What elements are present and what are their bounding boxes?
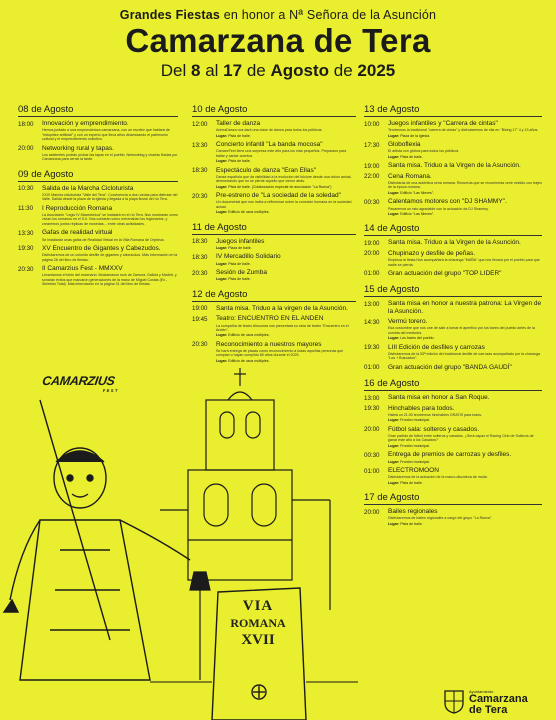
event-name: Espectáculo de danza "Eran Ellas" (216, 166, 317, 174)
place-label: Lugar: (388, 133, 400, 138)
event-body (388, 141, 542, 159)
event-item (364, 364, 542, 372)
coat-of-arms-icon (442, 688, 466, 714)
place-label: Lugar: (388, 521, 400, 526)
event-time: 00:30 (364, 198, 380, 206)
camarzius-fest-logo (41, 374, 122, 393)
day-block (18, 169, 178, 287)
place-value: Los bares del pueblo. (400, 336, 435, 341)
event-description: Un documental que nos invita a reflexionar sobre la conexión humana en la sociedad actual. (216, 200, 352, 209)
place-value: Edificio de usos múltiples. (228, 210, 270, 215)
event-place (216, 277, 356, 281)
event-place (216, 134, 356, 138)
event-name: Cena Romana. (388, 172, 432, 180)
event-place (388, 522, 542, 526)
event-name: Entrega de premios de carrozas y desfiles. (388, 451, 512, 459)
event-name: Bailes regionales (388, 508, 438, 516)
stone-line-3: XVII (241, 632, 275, 648)
event-time: 01:00 (364, 467, 380, 475)
event-name: Fútbol sala: solteros y casados. (388, 425, 480, 433)
day-block (364, 284, 542, 371)
day-title: 14 de Agosto (364, 223, 542, 236)
event-body (216, 253, 356, 266)
event-item (192, 141, 356, 164)
council-name (469, 689, 528, 716)
place-value: Pista de baile. (228, 261, 251, 266)
place-value: Frontón municipal. (400, 418, 430, 423)
event-body (388, 394, 542, 402)
event-time: 01:00 (364, 270, 380, 278)
schedule-column-1 (18, 104, 178, 294)
place-value: Frontón municipal. (400, 443, 430, 448)
place-value: Plaza de baile. (228, 245, 252, 250)
event-description: Los asistentes podrán probar las tapas en el pueblo. Networking y charlas fluidas por Camarzana para cerrar la tarde. (42, 152, 178, 162)
event-description: El artista con globos para todos los públicos. (388, 149, 460, 154)
event-name: Gafas de realidad virtual (42, 229, 113, 237)
place-label: Lugar: (216, 245, 228, 250)
event-description: Tendremos la tradicional "carrera de cintas" y disfrutaremos de ella en "Bicing 17" 4 y 13 años. (388, 128, 539, 133)
event-place (216, 246, 356, 250)
event-name: Santa misa. Triduo a la Virgen de la Asunción. (388, 162, 521, 170)
date-range (0, 61, 556, 81)
event-body (388, 467, 542, 485)
place-label: Lugar: (388, 459, 400, 464)
event-item (192, 238, 356, 251)
subtitle-light: en honor a Nª Señora de la Asunción (223, 8, 437, 22)
place-label: Lugar: (216, 159, 228, 164)
event-item (364, 120, 542, 138)
event-name: Hinchables para todos. (388, 404, 455, 412)
event-name: Globoflexia (388, 141, 421, 149)
event-item (364, 162, 542, 170)
event-time: 19:30 (364, 344, 380, 352)
event-item (192, 167, 356, 190)
event-name: Juegos infantiles (216, 237, 265, 245)
event-item (192, 120, 356, 138)
event-time: 19:30 (18, 245, 34, 253)
event-time: 20:00 (364, 250, 380, 258)
dates-al: al (205, 61, 219, 80)
event-item (18, 205, 178, 227)
event-time: 11:30 (18, 205, 34, 213)
place-label: Lugar: (388, 154, 400, 159)
event-name: Networking rural y tapas. (42, 144, 114, 152)
event-time: 20:30 (192, 269, 208, 277)
event-item (364, 173, 542, 196)
dates-prefix: Del (160, 61, 187, 80)
event-body (388, 451, 542, 464)
event-name: Santa misa. Triduo a la virgen de la Asunción. (216, 304, 348, 312)
event-time: 13:00 (364, 300, 380, 308)
place-label: Lugar: (388, 336, 400, 341)
event-body (388, 162, 542, 170)
event-place (388, 336, 542, 340)
council-logo (442, 686, 542, 716)
event-name: IV Mercadillo Solidario (216, 253, 281, 261)
event-place (388, 444, 542, 448)
event-time: 19:00 (364, 162, 380, 170)
event-description: Disfrutaremos de bailes regionales a cargo del grupo "La Rueca". (388, 516, 493, 521)
event-body (388, 318, 542, 341)
place-label: Lugar: (388, 418, 400, 423)
place-label: Lugar: (216, 210, 228, 215)
event-place (388, 418, 542, 422)
place-label: Lugar: (388, 443, 400, 448)
page-title: Camarzana de Tera (125, 22, 431, 59)
event-description: La compañía de teatro Almuzara nos presentará su obra de teatro "Encuentro en el Andén". (216, 323, 349, 332)
event-name: Gran actuación del grupo "BANDA GAUDÍ" (388, 363, 512, 371)
stone-line-1: VIA (242, 598, 274, 614)
event-description: Levantamos el telón del escenario: Muslamanos rock de Zamora, Galicia y Madrid, y sonarán éxitos que marcaron generaciones de la mano de Miguel Costas (Ex - Siniestro Total). Más información en la página 31 del libro de fiestas. (42, 273, 177, 287)
day-title: 12 de Agosto (192, 289, 356, 302)
event-item (18, 229, 178, 242)
event-item (18, 265, 178, 287)
event-time: 12:00 (192, 120, 208, 128)
via-romana-stone-text (226, 598, 290, 649)
event-time: 22:00 (364, 173, 380, 181)
council-line-1: Camarzana (469, 693, 528, 705)
event-description: Habrá un 21:30 tendremos hinchables GRATIS para todos. (388, 412, 483, 417)
event-body (216, 269, 356, 282)
event-name: XV Encuentro de Gigantes y Cabezudos. (42, 244, 161, 252)
place-value: Edificio "Las Nieves". (400, 190, 435, 195)
event-name: Santa misa. Triduo a la Virgen de la Asunción. (388, 239, 521, 247)
event-time: 19:45 (192, 315, 208, 323)
event-body (388, 270, 542, 278)
event-time: 18:30 (192, 253, 208, 261)
day-block (364, 223, 542, 277)
event-time: 18:00 (18, 120, 34, 128)
event-time: 17:30 (364, 141, 380, 149)
event-body (388, 198, 542, 216)
event-time: 20:00 (364, 426, 380, 434)
event-body (216, 238, 356, 251)
event-place (388, 134, 542, 138)
event-body (216, 120, 356, 138)
event-body (388, 364, 542, 372)
event-name: ELECTROMOON (388, 467, 439, 474)
event-time: 20:30 (192, 341, 208, 349)
event-body (42, 265, 178, 287)
event-body (42, 185, 178, 202)
event-name: Santa misa en honor a San Roque. (388, 394, 490, 402)
dates-start: 8 (191, 61, 201, 80)
place-value: Pista de baile. (228, 277, 251, 282)
event-item (364, 141, 542, 159)
event-place (216, 333, 356, 337)
event-body (42, 245, 178, 262)
event-item (364, 394, 542, 402)
church-tower-icon (160, 368, 330, 610)
event-description: Disfrutaremos de un colorido desfile de gigantes y cabezudos. Más información en la página 28 del libro de fiestas. (42, 253, 178, 262)
event-time: 18:30 (192, 238, 208, 246)
day-block (364, 492, 542, 526)
event-body (388, 239, 542, 247)
event-item (364, 198, 542, 216)
camarzius-logo-text: CAMARZIUS (41, 374, 116, 388)
event-body (388, 173, 542, 196)
event-body (216, 315, 356, 338)
event-description: Disfrutaremos de la actuación de la macro-discoteca de moda. (388, 475, 488, 480)
event-description: Pasaremos un rato agradable con la actuación de DJ Shammy. (388, 206, 489, 211)
day-title: 08 de Agosto (18, 104, 178, 117)
council-line-2: de Tera (469, 704, 508, 716)
place-label: Lugar: (388, 211, 400, 216)
event-name: Salida de la Marcha Cicloturista (42, 184, 134, 192)
lamp-post-icon (190, 572, 210, 680)
event-body (388, 426, 542, 449)
poster-header (0, 8, 556, 81)
event-item (364, 318, 542, 341)
event-place (216, 159, 356, 163)
event-name: Pre-estreno de "La sociedad de la soledad" (216, 192, 341, 200)
event-name: Gran actuación del grupo "TOP LIDER" (388, 269, 502, 277)
event-body (216, 167, 356, 190)
event-place (388, 191, 542, 195)
gigantes-illustration (0, 350, 360, 720)
event-name: II Camarzius Fest - MMXXV (42, 265, 123, 273)
event-item (364, 451, 542, 464)
event-time: 20:00 (18, 145, 34, 153)
event-body (216, 141, 356, 164)
event-description: CamarzFest tiene una sorpresa este año para los más pequeños. Preparaos para bailar y cantar cuentos. (216, 149, 347, 158)
place-label: Lugar: (216, 133, 228, 138)
event-description: Gran partido de fútbol entre solteros y casados. ¿Será capaz el Racing Club de Solteros de ganar este año a los Casados? (388, 434, 534, 443)
event-time: 13:30 (192, 141, 208, 149)
day-block (18, 104, 178, 162)
event-item (18, 245, 178, 262)
event-time: 14:30 (364, 318, 380, 326)
day-title: 13 de Agosto (364, 104, 542, 117)
event-item (18, 120, 178, 142)
event-description: XXIX Marcha cicloturista "Valle del Tera". Convivencia a dos ruedas para disfrutar del Valle. Salida desde la plaza de la iglesia y llegada a la playa fluvial del río Tera. (42, 192, 178, 202)
event-time: 18:30 (192, 167, 208, 175)
place-value: Plaza de la iglesia. (400, 133, 431, 138)
event-item (18, 145, 178, 162)
event-item (364, 270, 542, 278)
event-item (364, 508, 542, 526)
event-time: 20:30 (18, 265, 34, 273)
event-time: 13:00 (364, 394, 380, 402)
event-place (388, 460, 542, 464)
day-block (364, 104, 542, 216)
schedule-column-3 (364, 104, 542, 533)
day-title: 16 de Agosto (364, 378, 542, 391)
event-body (388, 344, 542, 361)
event-place (216, 210, 356, 214)
place-value: Frontón municipal. (400, 459, 430, 464)
event-body (216, 305, 356, 313)
event-description: Esa costumbre que nos une de salir a tomar el aperitivo por los bares del pueblo antes de la comida del mediodía. (388, 326, 535, 335)
event-time: 10:30 (18, 185, 34, 193)
event-place (216, 262, 356, 266)
place-value: Pista de baile. (400, 521, 423, 526)
event-name: Sesión de Zumba (216, 269, 267, 277)
event-item (192, 315, 356, 338)
event-body (42, 205, 178, 227)
event-name: Reconocimiento a nuestros mayores (216, 340, 322, 348)
place-label: Lugar: (216, 261, 228, 266)
place-label: Lugar: (216, 333, 228, 338)
council-small: Ayuntamiento (469, 689, 494, 694)
event-name: Innovación y emprendimiento. (42, 120, 129, 127)
event-time: 20:30 (192, 192, 208, 200)
place-value: Edificio "Las Nieves". (400, 211, 435, 216)
event-time: 01:00 (364, 364, 380, 372)
dates-de2: de (333, 61, 353, 80)
event-body (388, 250, 542, 267)
event-item (192, 269, 356, 282)
event-description: Disfrutarás de una auténtica cena romana. Recuerda que se recomienda venir vestido con trajes de la época romana. (388, 181, 542, 190)
event-name: LIII Edición de desfiles y carrozas (388, 343, 485, 351)
event-time: 19:30 (364, 405, 380, 413)
event-time: 00:30 (364, 451, 380, 459)
event-time: 19:00 (364, 239, 380, 247)
place-label: Lugar: (216, 358, 228, 363)
event-description: Danza española que da visibilidad a la evolución del folclore desde una visión actual, demostrando que no se pierde aquello que vieron atrás. (216, 174, 352, 184)
place-value: Edificio de usos múltiples. (228, 333, 270, 338)
event-place (388, 481, 542, 485)
event-description: Empieza la fiesta.Nos acompañará la charanga "MAÑA" que nos llevará por el pueblo para que nadie se pierda. (388, 258, 540, 267)
giant-figure-icon (4, 400, 190, 680)
event-body (42, 229, 178, 242)
place-label: Lugar: (388, 480, 400, 485)
event-time: 19:00 (192, 305, 208, 313)
place-value: Pista de baile. (228, 133, 251, 138)
place-label: Lugar: (388, 190, 400, 195)
event-name: Santa misa en honor a nuestra patrona: La Virgen de la Asunción. (388, 300, 542, 315)
subtitle (0, 8, 556, 22)
event-item (192, 192, 356, 215)
day-title: 09 de Agosto (18, 169, 178, 182)
day-block (364, 378, 542, 485)
event-body (42, 145, 178, 162)
dates-year: 2025 (357, 61, 396, 80)
event-item (192, 305, 356, 313)
day-title: 10 de Agosto (192, 104, 356, 117)
event-body (388, 508, 542, 526)
event-time: 20:00 (364, 508, 380, 516)
event-description: AnimaDanza nos dará una clase de danza para todos los públicos. (216, 128, 323, 133)
event-name: Juegos infantiles y "Carrera de cintas" (388, 120, 498, 127)
event-name: Vermú torero. (388, 318, 428, 326)
place-value: Pista de baile. (228, 159, 251, 164)
place-label: Lugar: (216, 277, 228, 282)
place-value: Pista de baile. (Colaboración especial de asociación "La Rueca") (228, 184, 332, 189)
dates-de: de (246, 61, 266, 80)
event-body (388, 300, 542, 315)
place-value: Edificio de usos múltiples. (228, 358, 270, 363)
day-title: 15 de Agosto (364, 284, 542, 297)
event-item (364, 426, 542, 449)
event-item (364, 300, 542, 315)
event-body (216, 192, 356, 215)
event-item (364, 467, 542, 485)
camarzius-fest-text: FEST (102, 388, 120, 393)
place-label: Lugar: (216, 184, 228, 189)
subtitle-bold: Grandes Fiestas (119, 8, 221, 22)
event-time: 10:00 (364, 120, 380, 128)
event-place (388, 212, 542, 216)
event-item (364, 239, 542, 247)
event-item (18, 185, 178, 202)
event-item (192, 253, 356, 266)
event-description: Se instalarán unas gafas de Realidad Virtual en la Villa Romana de Orpheus. (42, 237, 165, 242)
event-item (364, 405, 542, 423)
event-description: La Asociación "Legio IV Macedónica" se instalará en el río Tera. Nos mostrarán como vivían los romanos en el S.II. Nos contarán cómo entrenaban los legionarios, y crearemos juntos réplicas de monedas... entre otras actividades. (42, 213, 178, 226)
event-place (216, 185, 356, 189)
event-name: Chupinazo y desfile de peñas. (388, 249, 476, 257)
event-description: Se hará entrega de placas como reconocimiento a todas aquellas personas que cumplan o hayan cumplido 85 años durante el 2025. (216, 349, 344, 358)
event-name: Concierto infantil "La banda mocosa" (216, 141, 323, 149)
day-title: 11 de Agosto (192, 222, 356, 235)
event-body (388, 120, 542, 138)
event-name: I Reproducción Romana (42, 204, 113, 212)
event-description: Disfrutaremos de la 53ª edición del tradicional desfile de carrozas acompañado por la charanga "Los + Buscados". (388, 351, 540, 361)
event-name: Teatro: ENCUENTRO EN EL ANDEN (216, 315, 324, 323)
dates-month: Agosto (270, 61, 330, 80)
event-item (364, 344, 542, 361)
dates-end: 17 (223, 61, 243, 80)
place-value: Pista de baile. (400, 480, 423, 485)
event-name: Calentamos motores con "DJ SHAMMY". (388, 198, 507, 206)
event-description: Hemos juntado a una emprendedora camarzana, con un escritor que hablará de "estupidez artificial" y con un experto que lleva años dinamizando el patrimonio cultural y el emprendimiento colectivo. (42, 128, 170, 142)
day-block (192, 104, 356, 215)
event-place (388, 155, 542, 159)
event-body (42, 120, 178, 142)
stone-line-2: ROMANA (230, 616, 286, 630)
event-item (364, 250, 542, 267)
schedule-column-2 (192, 104, 356, 370)
day-block (192, 222, 356, 282)
day-title: 17 de Agosto (364, 492, 542, 505)
event-name: Taller de danza (216, 120, 261, 127)
event-body (388, 405, 542, 423)
place-value: Pista de baile. (400, 154, 423, 159)
event-time: 13:30 (18, 229, 34, 237)
